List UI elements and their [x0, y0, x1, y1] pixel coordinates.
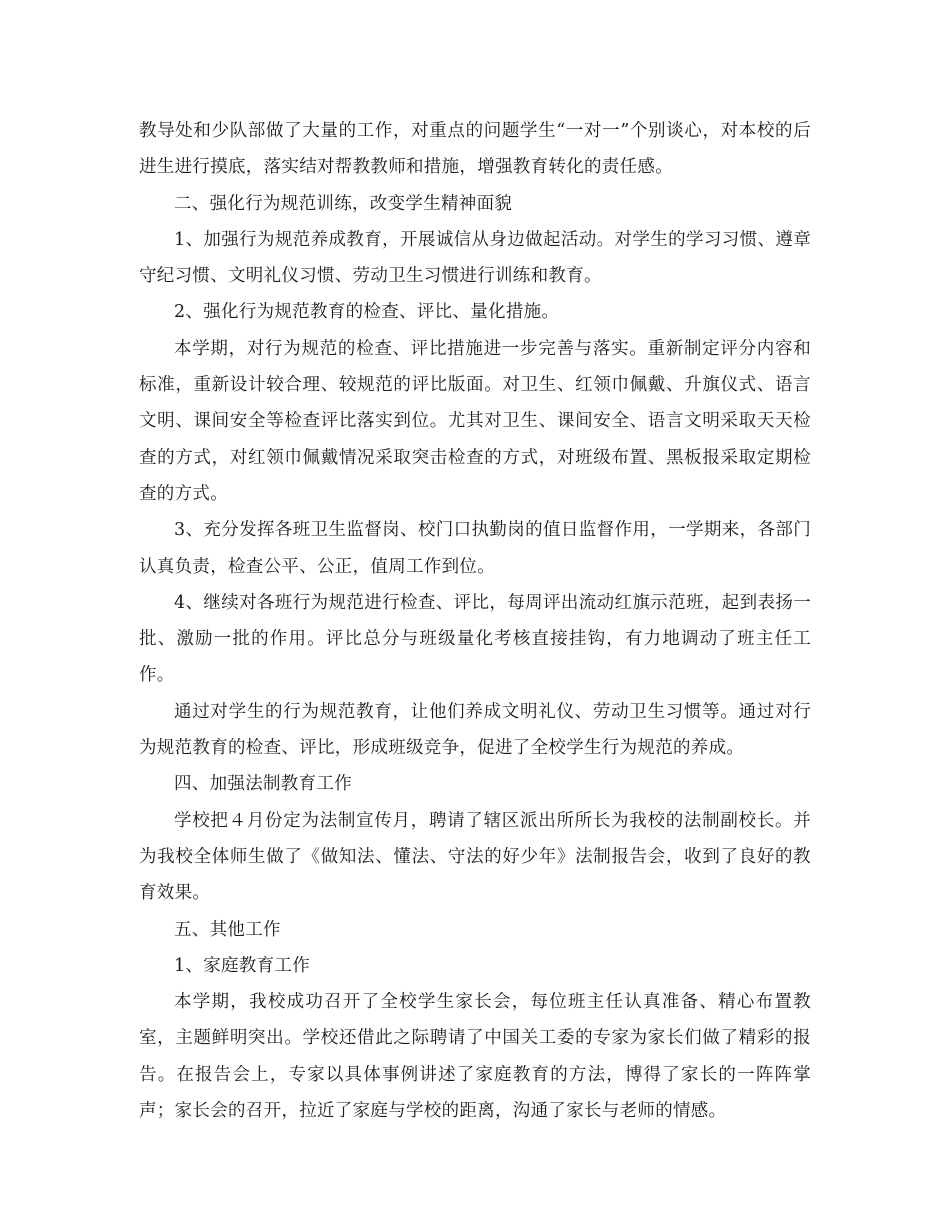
- paragraph: 学校把４月份定为法制宣传月，聘请了辖区派出所所长为我校的法制副校长。并为我校全体师生做了《做知法、懂法、守法的好少年》法制报告会，收到了良好的教育效果。: [139, 810, 811, 904]
- paragraph: 1、加强行为规范养成教育，开展诚信从身边做起活动。对学生的学习习惯、遵章守纪习惯、文明礼仪习惯、劳动卫生习惯进行训练和教育。: [139, 229, 811, 287]
- section-heading: 四、加强法制教育工作: [174, 774, 352, 795]
- section-heading: 二、强化行为规范训练，改变学生精神面貌: [174, 193, 513, 214]
- paragraph: 通过对学生的行为规范教育，让他们养成文明礼仪、劳动卫生习惯等。通过对行为规范教育的检查、评比，形成班级竞争，促进了全校学生行为规范的养成。: [139, 701, 811, 759]
- paragraph: 4、继续对各班行为规范进行检查、评比，每周评出流动红旗示范班，起到表扬一批、激励一批的作用。评比总分与班级量化考核直接挂钩，有力地调动了班主任工作。: [139, 592, 811, 686]
- paragraph: 3、充分发挥各班卫生监督岗、校门口执勤岗的值日监督作用，一学期来，各部门认真负责，检查公平、公正，值周工作到位。: [139, 520, 811, 577]
- document-body: [139, 113, 811, 1129]
- paragraph: 本学期，我校成功召开了全校学生家长会，每位班主任认真准备、精心布置教室，主题鲜明突出。学校还借此之际聘请了中国关工委的专家为家长们做了精彩的报告。在报告会上，专家以具体事例讲述了家庭教育的方法，博得了家长的一阵阵掌声；家长会的召开，拉近了家庭与学校的距离，沟通了家长与老师的情感。: [139, 992, 811, 1122]
- paragraph: 教导处和少队部做了大量的工作，对重点的问题学生“一对一”个别谈心，对本校的后进生进行摸底，落实结对帮教教师和措施，增强教育转化的责任感。: [139, 121, 811, 178]
- section-heading: 五、其他工作: [174, 919, 281, 940]
- paragraph: 本学期，对行为规范的检查、评比措施进一步完善与落实。重新制定评分内容和标准，重新设计较合理、较规范的评比版面。对卫生、红领巾佩戴、升旗仪式、语言文明、课间安全等检查评比落实到位。尤其对卫生、课间安全、语言文明采取天天检查的方式，对红领巾佩戴情况采取突击检查的方式，对班级布置、黑板报采取定期检查的方式。: [139, 338, 811, 504]
- subsection-heading: 1、家庭教育工作: [174, 955, 311, 976]
- paragraph: 2、强化行为规范教育的检查、评比、量化措施。: [174, 302, 560, 323]
